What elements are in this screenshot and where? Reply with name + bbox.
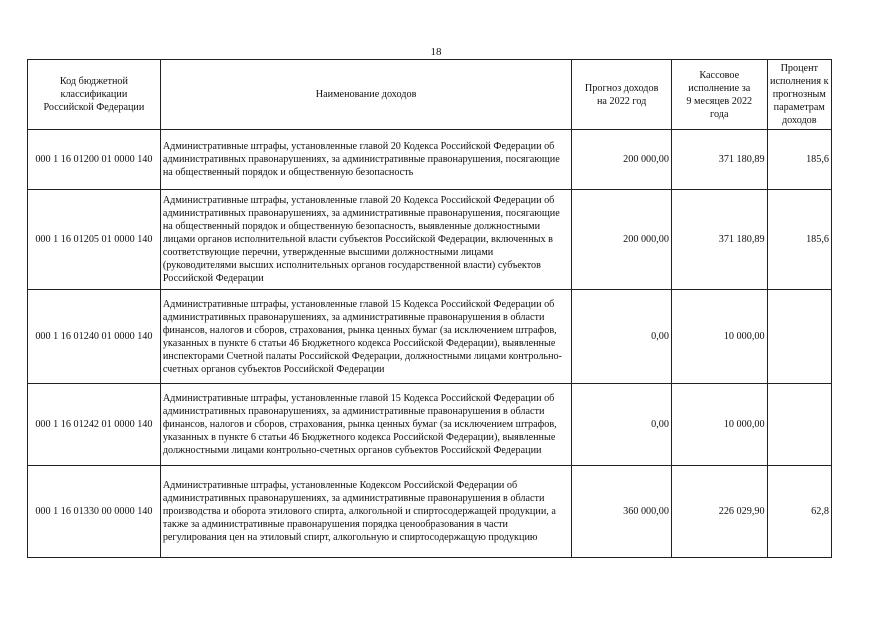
row-name: Административные штрафы, установленные главой 20 Кодекса Российской Федерации об административных правонарушениях, за административные правонарушения, посягающие на общественный порядок и общественную безопасность: [160, 130, 572, 190]
table-row: [28, 466, 832, 558]
row-execution: 371 180,89: [671, 130, 767, 190]
row-execution: 371 180,89: [671, 190, 767, 290]
table-row: [28, 190, 832, 290]
header-name: Наименование доходов: [160, 60, 572, 130]
header-forecast: Прогноз доходов на 2022 год: [572, 60, 672, 130]
row-code: 000 1 16 01240 01 0000 140: [28, 290, 161, 384]
header-execution: Кассовое исполнение за 9 месяцев 2022 года: [671, 60, 767, 130]
header-code: Код бюджетной классификации Российской Федерации: [28, 60, 161, 130]
row-name: Административные штрафы, установленные главой 15 Кодекса Российской Федерации об административных правонарушениях, за административные правонарушения в области финансов, налогов и сборов, страхования, рынка ценных бумаг (за исключением штрафов, указанных в пункте 6 статьи 46 Бюджетного кодекса Российской Федерации), выявленные инспекторами Счетной палаты Российской Федерации, должностными лицами контрольно-счетных органов субъектов Российской Федерации: [160, 290, 572, 384]
header-percent: Процент исполнения к прогнозным параметрам доходов: [767, 60, 831, 130]
row-percent: 185,6: [767, 190, 831, 290]
table-row: [28, 130, 832, 190]
row-forecast: 200 000,00: [572, 190, 672, 290]
revenue-table: [27, 59, 832, 558]
row-forecast: 0,00: [572, 290, 672, 384]
row-forecast: 200 000,00: [572, 130, 672, 190]
page-number: 18: [430, 46, 442, 58]
row-code: 000 1 16 01205 01 0000 140: [28, 190, 161, 290]
row-percent: [767, 290, 831, 384]
row-forecast: 360 000,00: [572, 466, 672, 558]
row-execution: 10 000,00: [671, 384, 767, 466]
row-name: Административные штрафы, установленные Кодексом Российской Федерации об административных правонарушениях, за административные правонарушения в области производства и оборота этилового спирта, алкогольной и спиртосодержащей продукции, а также за административные правонарушения порядка ценообразования в части регулирования цен на этиловый спирт, алкогольную и спиртосодержащую продукцию: [160, 466, 572, 558]
row-code: 000 1 16 01330 00 0000 140: [28, 466, 161, 558]
row-percent: 185,6: [767, 130, 831, 190]
row-name: Административные штрафы, установленные главой 15 Кодекса Российской Федерации об административных правонарушениях, за административные правонарушения в области финансов, налогов и сборов, страхования, рынка ценных бумаг (за исключением штрафов, указанных в пункте 6 статьи 46 Бюджетного кодекса Российской Федерации), выявленные должностными лицами контрольно-счетных органов субъектов Российской Федерации: [160, 384, 572, 466]
row-percent: [767, 384, 831, 466]
row-percent: 62,8: [767, 466, 831, 558]
table-row: [28, 384, 832, 466]
row-execution: 10 000,00: [671, 290, 767, 384]
row-code: 000 1 16 01242 01 0000 140: [28, 384, 161, 466]
table-header-row: [28, 60, 832, 130]
row-code: 000 1 16 01200 01 0000 140: [28, 130, 161, 190]
row-forecast: 0,00: [572, 384, 672, 466]
row-name: Административные штрафы, установленные главой 20 Кодекса Российской Федерации об административных правонарушениях, за административные правонарушения, посягающие на общественный порядок и общественную безопасность, выявленные должностными лицами органов исполнительной власти субъектов Российской Федерации, включенных в соответствующие перечни, утвержденные высшими должностными лицами (руководителями высших исполнительных органов государственной власти) субъектов Российской Федерации: [160, 190, 572, 290]
row-execution: 226 029,90: [671, 466, 767, 558]
table-row: [28, 290, 832, 384]
